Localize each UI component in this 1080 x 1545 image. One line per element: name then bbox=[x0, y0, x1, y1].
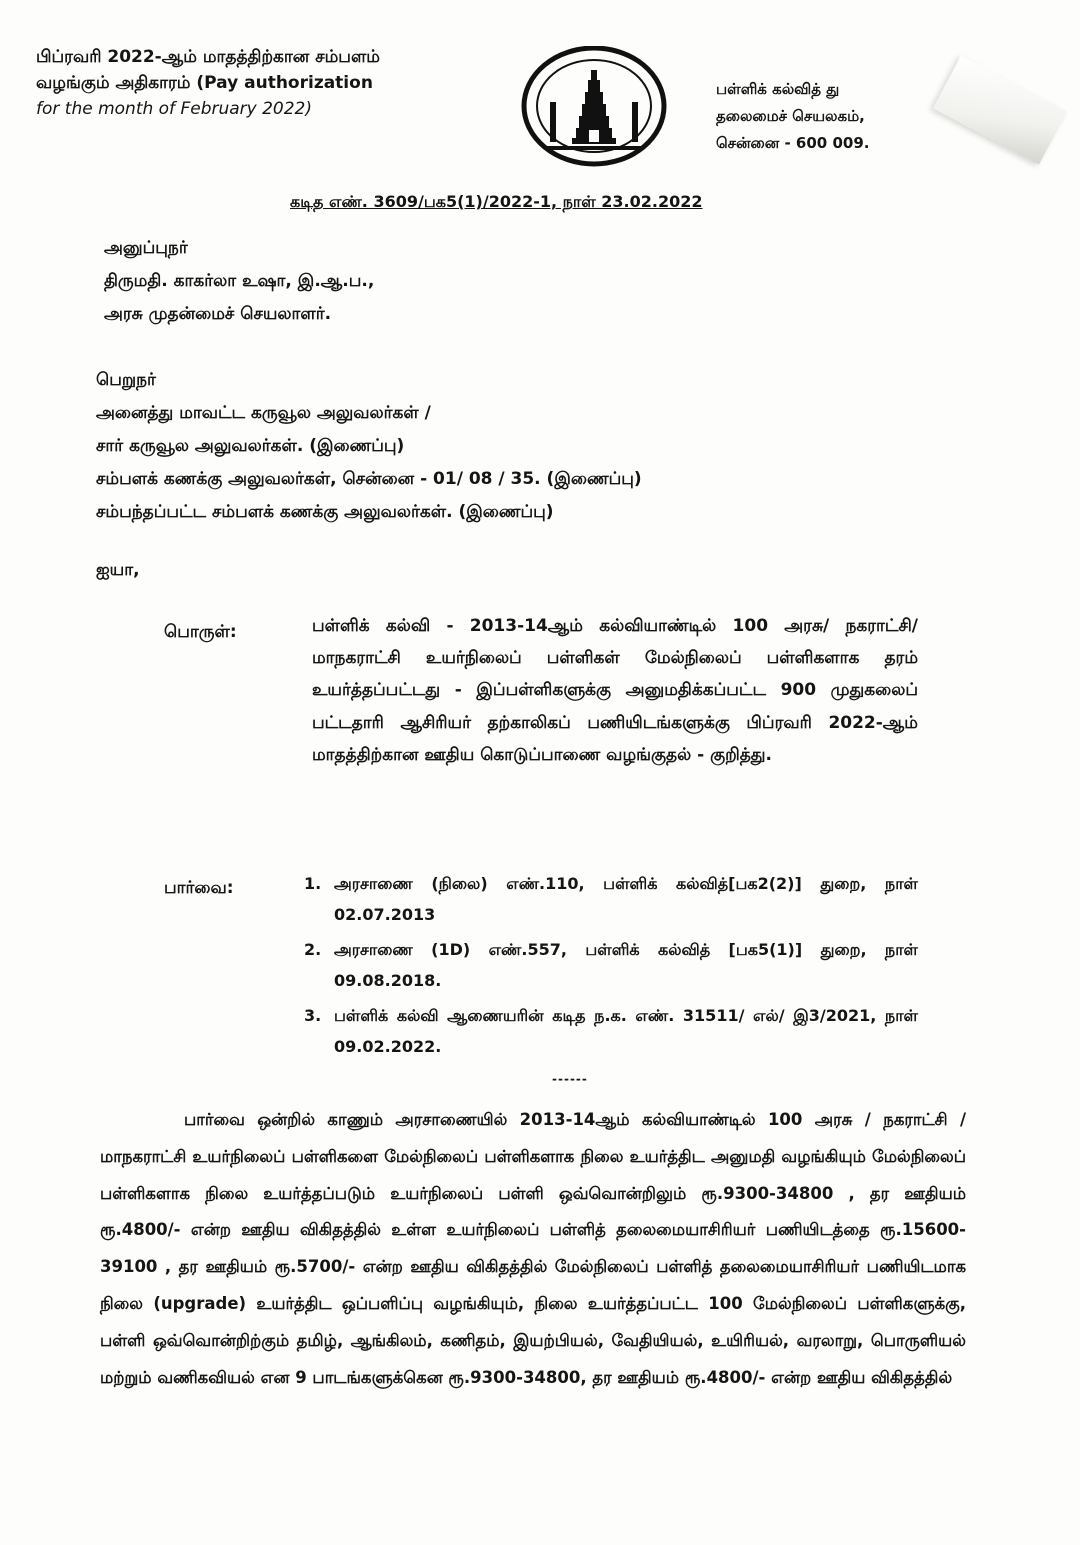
heading-line-2: வழங்கும் அதிகாரம் (Pay authorization bbox=[36, 73, 373, 93]
reference-text: பள்ளிக் கல்வி ஆணையரின் கடித ந.க. எண். 31511/ எல்/ இ3/2021, நாள் 09.02.2022. bbox=[334, 1006, 918, 1056]
sender-heading: அனுப்புநர் bbox=[104, 238, 188, 258]
folded-corner bbox=[933, 55, 1067, 164]
heading-line-1: பிப்ரவரி 2022-ஆம் மாதத்திற்கான சம்பளம் bbox=[36, 47, 380, 67]
section-separator: ------ bbox=[552, 1072, 588, 1086]
recipient-line-4: சம்பந்தப்பட்ட சம்பளக் கணக்கு அலுவலர்கள். (இணைப்பு) bbox=[96, 502, 554, 522]
subject-text: பள்ளிக் கல்வி - 2013-14ஆம் கல்வியாண்டில் 100 அரசு/ நகராட்சி/ மாநகராட்சி உயர்நிலைப் பள்ளிகள் மேல்நிலைப் பள்ளிகளாக தரம் உயர்த்தப்பட்டது - இப்பள்ளிகளுக்கு அனுமதிக்கப்பட்ட 900 முதுகலைப் பட்டதாரி ஆசிரியர் தற்காலிகப் பணியிடங்களுக்கு பிப்ரவரி 2022-ஆம் மாதத்திற்கான ஊதிய கொடுப்பாணை வழங்குதல் - குறித்து. bbox=[312, 616, 918, 765]
tamil-nadu-emblem-icon bbox=[512, 46, 676, 170]
sender-block bbox=[104, 232, 374, 331]
reference-item bbox=[304, 868, 918, 930]
reference-text: அரசாணை (1D) எண்.557, பள்ளிக் கல்வித் [பக5(1)] துறை, நாள் 09.08.2018. bbox=[334, 940, 918, 990]
recipient-line-3: சம்பளக் கணக்கு அலுவலர்கள், சென்னை - 01/ 08 / 35. (இணைப்பு) bbox=[96, 469, 642, 489]
heading-line-3: for the month of February 2022) bbox=[36, 99, 313, 119]
reference-item bbox=[304, 1000, 918, 1062]
references-list bbox=[304, 868, 918, 1066]
reference-number: 2. bbox=[304, 940, 322, 959]
reference-text: அரசாணை (நிலை) எண்.110, பள்ளிக் கல்வித்[பக2(2)] துறை, நாள் 02.07.2013 bbox=[334, 874, 918, 924]
recipient-line-1: அனைத்து மாவட்ட கருவூல அலுவலர்கள் / bbox=[96, 403, 431, 423]
reference-item bbox=[304, 934, 918, 996]
reference-number: 1. bbox=[304, 874, 322, 893]
subject-label: பொருள்: bbox=[164, 622, 237, 642]
letter-reference-number: கடித எண். 3609/பக5(1)/2022-1, நாள் 23.02.2022 bbox=[290, 192, 703, 211]
sender-designation: அரசு முதன்மைச் செயலாளர். bbox=[104, 304, 332, 324]
department-address bbox=[716, 76, 869, 157]
reference-number: 3. bbox=[304, 1006, 322, 1025]
recipient-heading: பெறுநர் bbox=[96, 370, 156, 390]
city-pincode-line: சென்னை - 600 009. bbox=[716, 134, 870, 152]
department-line: பள்ளிக் கல்வித் து bbox=[716, 80, 840, 98]
salutation: ஐயா, bbox=[96, 560, 140, 580]
recipient-block bbox=[96, 364, 642, 529]
pay-authorization-heading bbox=[36, 44, 380, 122]
sender-name: திருமதி. காகர்லா உஷா, இ.ஆ.ப., bbox=[104, 271, 375, 291]
body-paragraph: பார்வை ஒன்றில் காணும் அரசாணையில் 2013-14ஆம் கல்வியாண்டில் 100 அரசு / நகராட்சி / மாநகராட்சி உயர்நிலைப் பள்ளிகளை மேல்நிலைப் பள்ளிகளாக நிலை உயர்த்திட அனுமதி வழங்கியும் மேல்நிலைப் பள்ளிகளாக நிலை உயர்த்தப்படும் உயர்நிலைப் பள்ளி ஒவ்வொன்றிலும் ரூ.9300-34800 , தர ஊதியம் ரூ.4800/- என்ற ஊதிய விகிதத்தில் உள்ள உயர்நிலைப் பள்ளித் தலைமையாசிரியர் பணியிடத்தை ரூ.15600-39100 , தர ஊதியம் ரூ.5700/- என்ற ஊதிய விகிதத்தில் மேல்நிலைப் பள்ளித் தலைமையாசிரியர் பணியிடமாக நிலை (upgrade) உயர்த்திட ஒப்பளிப்பு வழங்கியும், நிலை உயர்த்தப்பட்ட 100 மேல்நிலைப் பள்ளிகளுக்கு, பள்ளி ஒவ்வொன்றிற்கும் தமிழ், ஆங்கிலம், கணிதம், இயற்பியல், வேதியியல், உயிரியல், வரலாறு, பொருளியல் மற்றும் வணிகவியல் என 9 பாடங்களுக்கென ரூ.9300-34800, தர ஊதியம் ரூ.4800/- என்ற ஊதிய விகிதத்தில் bbox=[100, 1110, 966, 1387]
recipient-line-2: சார் கருவூல அலுவலர்கள். (இணைப்பு) bbox=[96, 436, 405, 456]
secretariat-line: தலைமைச் செயலகம், bbox=[716, 107, 865, 125]
references-label: பார்வை: bbox=[164, 878, 234, 898]
